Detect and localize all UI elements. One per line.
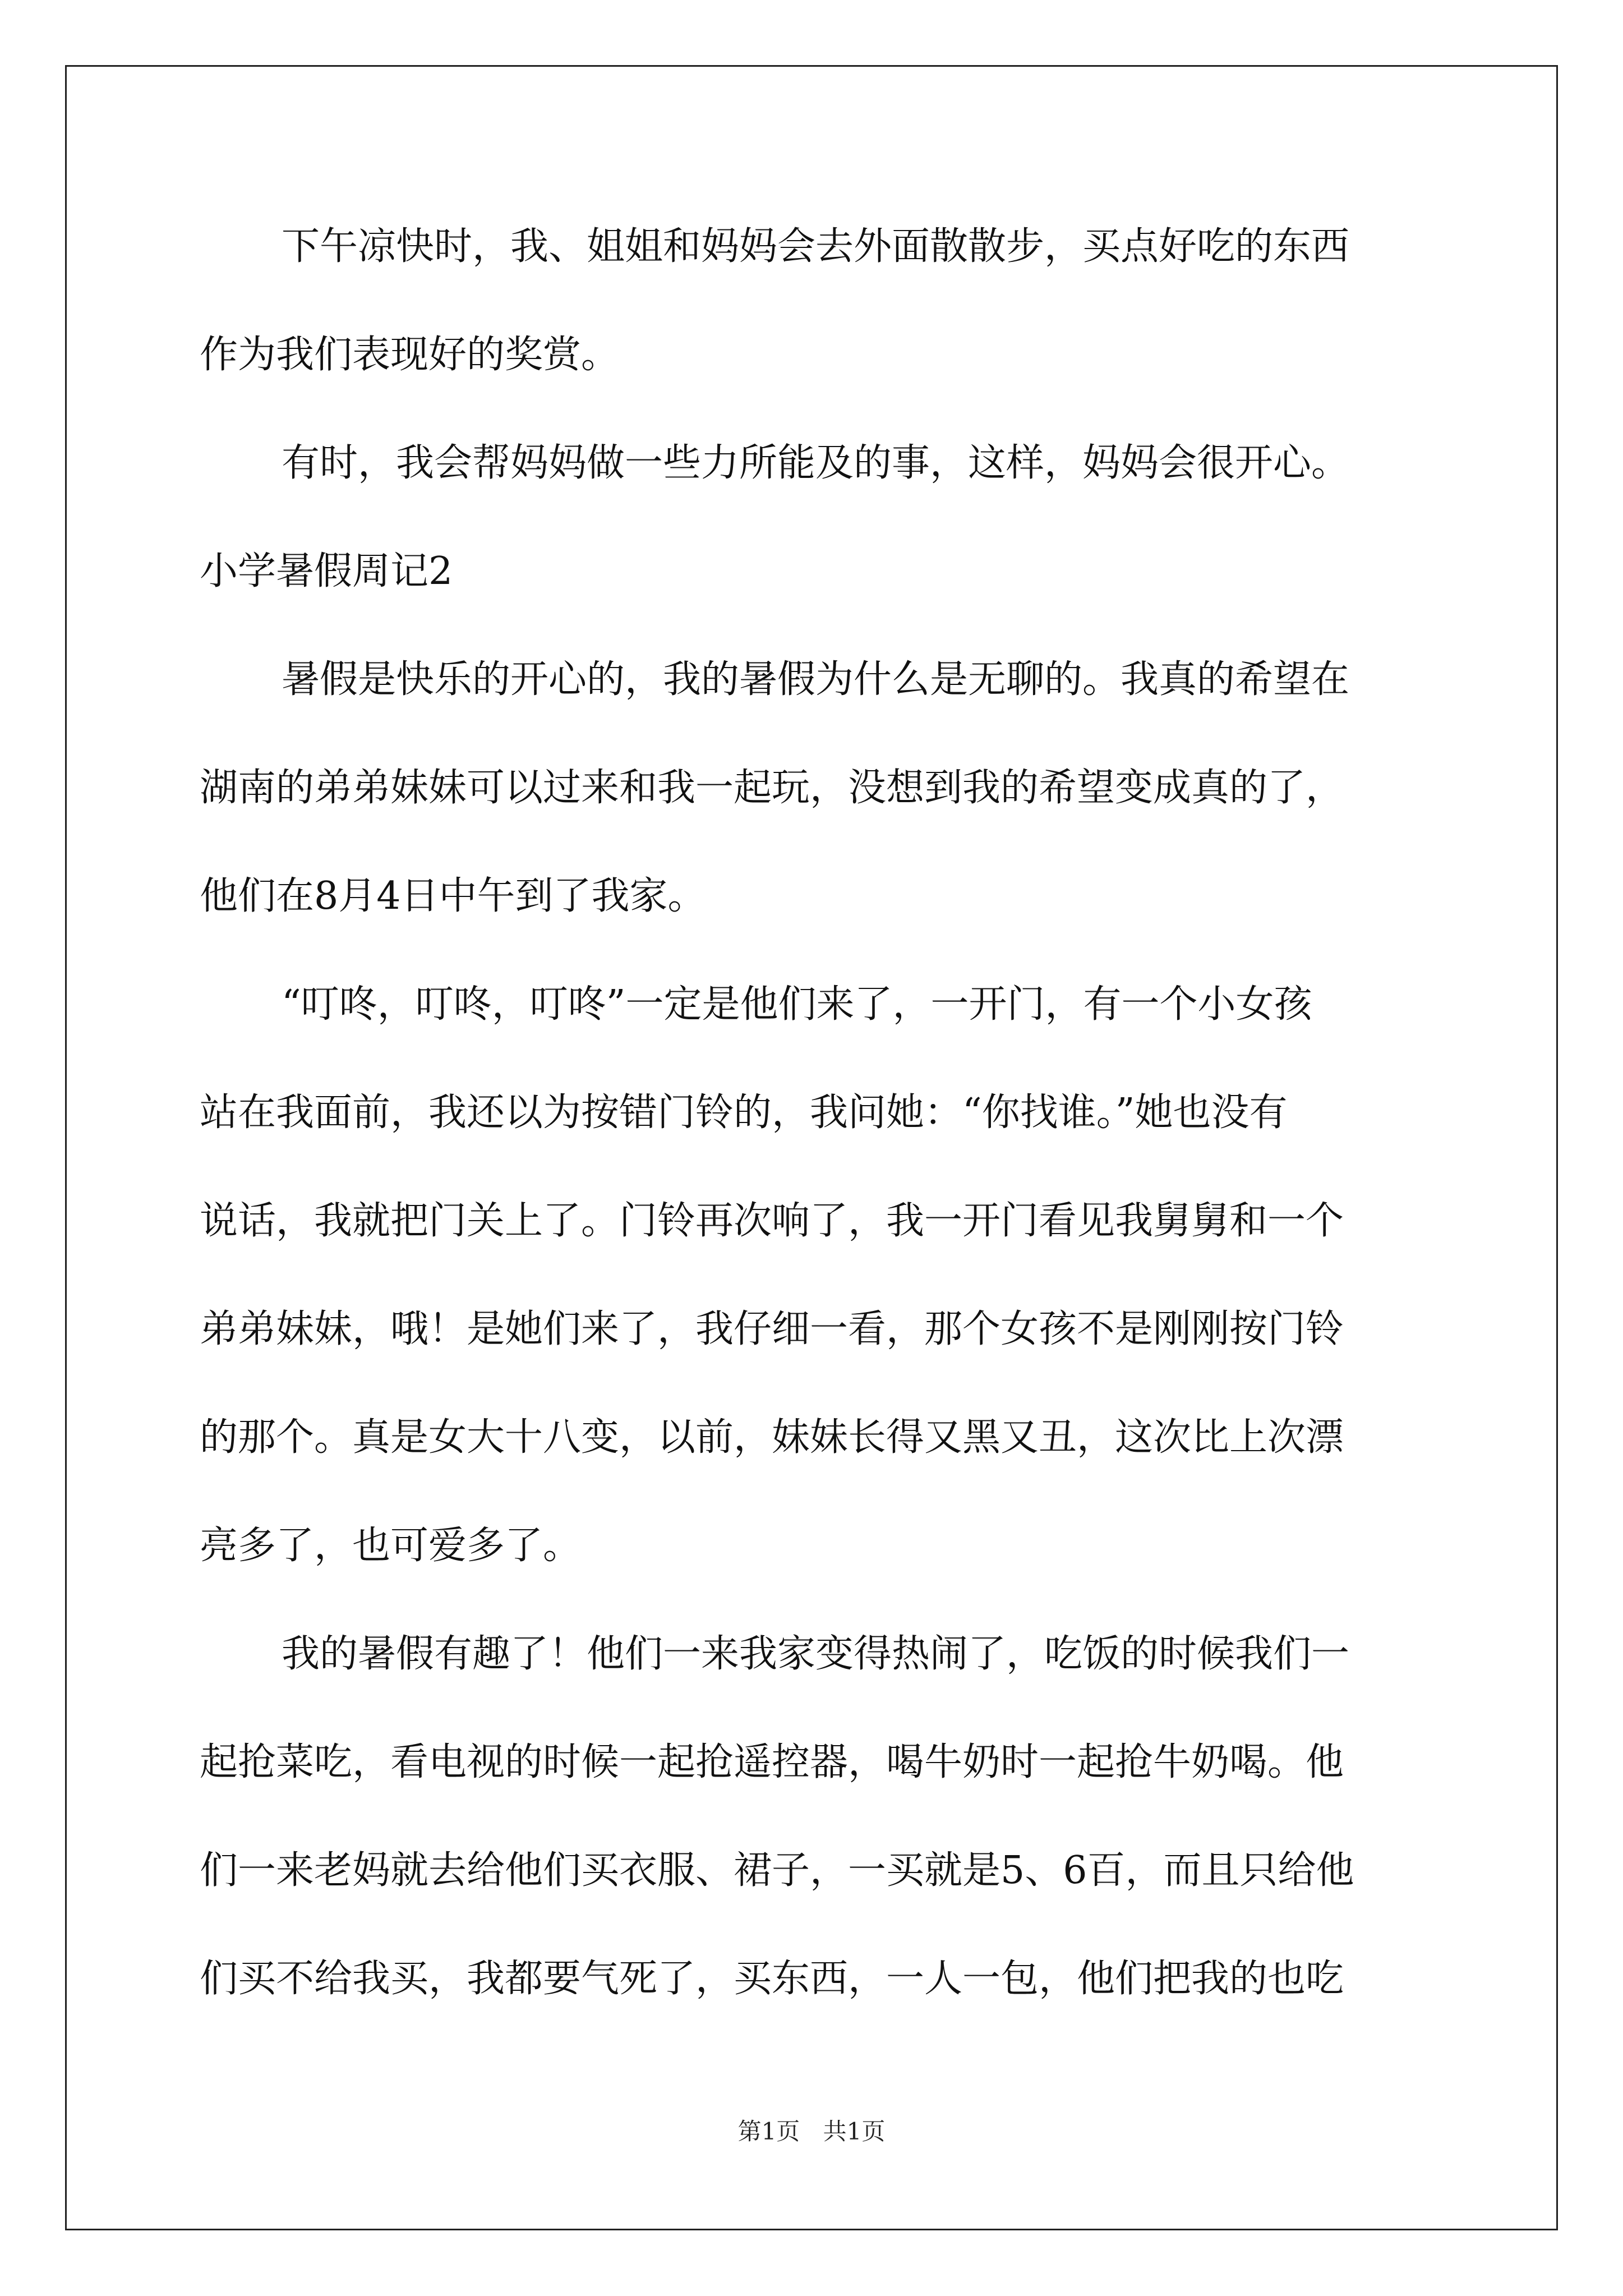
page-footer — [0, 2115, 1623, 2148]
paragraph-line: 们一来老妈就去给他们买衣服、裙子，一买就是5、6百，而且只给他 — [200, 1848, 1354, 1893]
paragraph-line: 暑假是快乐的开心的，我的暑假为什么是无聊的。我真的希望在 — [282, 657, 1350, 702]
paragraph-line: 下午凉快时，我、姐姐和妈妈会去外面散散步，买点好吃的东西 — [282, 224, 1350, 269]
paragraph-line: 起抢菜吃，看电视的时候一起抢遥控器，喝牛奶时一起抢牛奶喝。他 — [200, 1740, 1344, 1784]
paragraph-line: 湖南的弟弟妹妹可以过来和我一起玩，没想到我的希望变成真的了， — [200, 766, 1344, 810]
page-total: 共1页 — [823, 2118, 886, 2145]
document-body — [200, 213, 1433, 2054]
page-number: 第1页 — [737, 2118, 800, 2145]
paragraph-line: 们买不给我买，我都要气死了，买东西，一人一包，他们把我的也吃 — [200, 1957, 1344, 2001]
paragraph-line: 亮多了，也可爱多了。 — [200, 1524, 582, 1568]
paragraph-line: 弟弟妹妹，哦！是她们来了，我仔细一看，那个女孩不是刚刚按门铃 — [200, 1307, 1344, 1351]
paragraph-line: 他们在8月4日中午到了我家。 — [200, 874, 706, 918]
paragraph-line: 的那个。真是女大十八变，以前，妹妹长得又黑又丑，这次比上次漂 — [200, 1415, 1344, 1460]
paragraph-line: 有时，我会帮妈妈做一些力所能及的事，这样，妈妈会很开心。 — [282, 441, 1350, 485]
paragraph-line: 我的暑假有趣了！他们一来我家变得热闹了，吃饭的时候我们一 — [282, 1632, 1350, 1676]
paragraph-line: 说话，我就把门关上了。门铃再次响了，我一开门看见我舅舅和一个 — [200, 1199, 1344, 1243]
paragraph-line: 作为我们表现好的奖赏。 — [200, 333, 620, 377]
paragraph-line: 站在我面前，我还以为按错门铃的，我问她：“你找谁。”她也没有 — [200, 1091, 1288, 1135]
section-heading: 小学暑假周记2 — [200, 549, 453, 593]
paragraph-line: “叮咚，叮咚，叮咚”一定是他们来了，一开门，有一个小女孩 — [282, 982, 1312, 1027]
